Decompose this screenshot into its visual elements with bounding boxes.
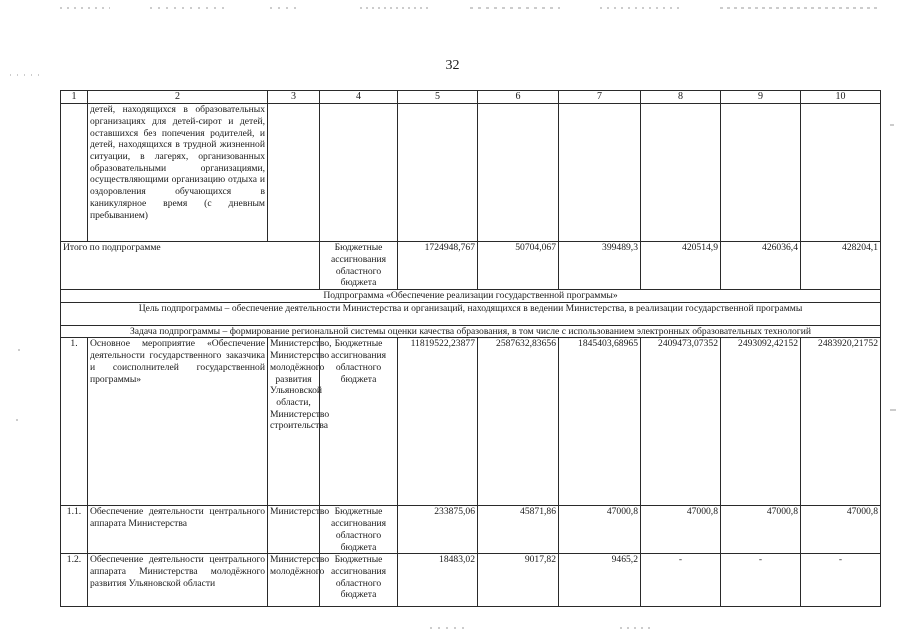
funding-source: Бюджетные ассигнования областного бюджета [320,338,398,506]
row-index [61,104,88,242]
empty-cell [320,104,398,242]
column-header: 5 [398,91,478,104]
subprogram-goal-row [61,302,881,325]
subprogram-goal: Цель подпрограммы – обеспечение деятельности Министерства и организаций, находящихся в ведении Министерства, в реализации государственной программы [61,302,881,325]
subprogram-title-row [61,290,881,303]
value-cell: 399489,3 [559,242,641,290]
empty-cell [398,104,478,242]
row-index: 1.1. [61,506,88,554]
value-cell: 233875,06 [398,506,478,554]
funding-source: Бюджетные ассигнования областного бюджета [320,506,398,554]
value-cell: 420514,9 [641,242,721,290]
column-header: 1 [61,91,88,104]
value-cell: 1845403,68965 [559,338,641,506]
value-cell: 50704,067 [478,242,559,290]
activity-name: Обеспечение деятельности центрального аппарата Министерства молодёжного развития Ульяновской области [88,554,268,607]
subprogram-total-row [61,242,881,290]
value-cell: - [801,554,881,607]
executor: Министерство молодёжного [268,554,320,607]
column-header: 8 [641,91,721,104]
value-cell: 47000,8 [721,506,801,554]
activity-name: Основное мероприятие «Обеспечение деятельности государственного заказчика и соисполнителей государственной программы» [88,338,268,506]
value-cell: 47000,8 [801,506,881,554]
funding-source: Бюджетные ассигнования областного бюджета [320,242,398,290]
empty-cell [721,104,801,242]
value-cell: - [641,554,721,607]
value-cell: 45871,86 [478,506,559,554]
column-header: 4 [320,91,398,104]
value-cell: 18483,02 [398,554,478,607]
row-index: 1.2. [61,554,88,607]
executor: Министерство, Министерство молодёжного развития Ульяновской области, Министерство строительства [268,338,320,506]
table-row [61,506,881,554]
page-number: 32 [445,58,460,73]
executor: Министерство [268,506,320,554]
empty-cell [801,104,881,242]
value-cell: 2587632,83656 [478,338,559,506]
empty-cell [478,104,559,242]
budget-table [60,90,881,607]
value-cell: 9017,82 [478,554,559,607]
subprogram-title: Подпрограмма «Обеспечение реализации государственной программы» [61,290,881,303]
subprogram-task-row [61,325,881,338]
value-cell: 47000,8 [559,506,641,554]
value-cell: 47000,8 [641,506,721,554]
value-cell: 1724948,767 [398,242,478,290]
table-header-row [61,91,881,104]
value-cell: 2493092,42152 [721,338,801,506]
continuation-row [61,104,881,242]
activity-name: Обеспечение деятельности центрального аппарата Министерства [88,506,268,554]
value-cell: 9465,2 [559,554,641,607]
column-header: 3 [268,91,320,104]
empty-cell [559,104,641,242]
column-header: 7 [559,91,641,104]
empty-cell [641,104,721,242]
column-header: 9 [721,91,801,104]
subprogram-task: Задача подпрограммы – формирование региональной системы оценки качества образования, в том числе с использованием электронных образовательных технологий [61,325,881,338]
column-header: 10 [801,91,881,104]
funding-source: Бюджетные ассигнования областного бюджета [320,554,398,607]
value-cell: 428204,1 [801,242,881,290]
table-row [61,338,881,506]
value-cell: 2409473,07352 [641,338,721,506]
row-index: 1. [61,338,88,506]
value-cell: - [721,554,801,607]
value-cell: 426036,4 [721,242,801,290]
continuation-text: детей, находящихся в образовательных организациях для детей-сирот и детей, оставшихся без попечения родителей, и детей, находящихся в трудной жизненной ситуации, в лагерях, организованных образовательными организациями, осуществляющими организацию отдыха и оздоровления обучающихся в каникулярное время (с дневным пребыванием) [88,104,268,242]
value-cell: 11819522,23877 [398,338,478,506]
column-header: 6 [478,91,559,104]
total-label: Итого по подпрограмме [61,242,320,290]
table-row [61,554,881,607]
column-header: 2 [88,91,268,104]
value-cell: 2483920,21752 [801,338,881,506]
empty-cell [268,104,320,242]
